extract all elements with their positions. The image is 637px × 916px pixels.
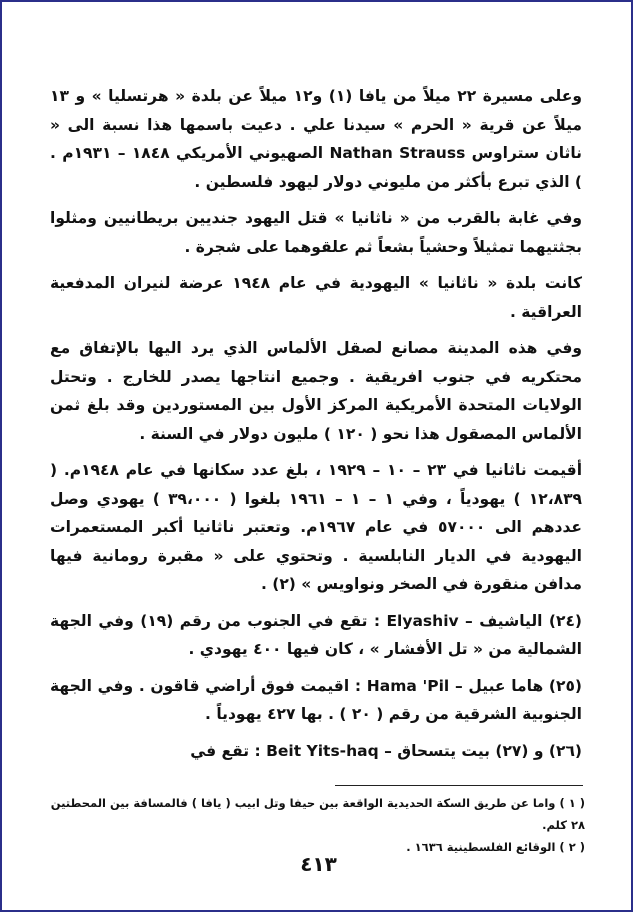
- footnotes: [40, 792, 585, 858]
- paragraph-netanya-intro: وعلى مسيرة ٢٢ ميلاً من يافا (١) و١٢ ميلاً عن بلدة « هرتسليا » و ١٣ ميلاً عن قرية « الحرم » سيدنا علي . دعيت باسمها هذا نسبة الى « ناثان ستراوس Nathan Strauss الصهيوني الأمريكي ١٨٤٨ – ١٩٣١م . ) الذي تبرع بأكثر من مليوني دولار ليهود فلسطين .: [50, 87, 582, 191]
- paragraph-population: أقيمت ناثانيا في ٢٣ – ١٠ – ١٩٢٩ ، بلغ عدد سكانها في عام ١٩٤٨م. ( ١٢،٨٣٩ ) يهودياً ، وفي ١ – ١ – ١٩٦١ بلغوا ( ٣٩،٠٠٠ ) يهودي وصل عددهم الى ٥٧٠٠٠ في عام ١٩٦٧م. وتعتبر ناثانيا أكبر المستعمرات اليهودية في الديار النابلسية . وتحتوي على « مقبرة رومانية فيها مدافن منقورة في الصخر ونواويس » (٢) .: [50, 461, 583, 593]
- document-body: [50, 82, 582, 765]
- page-number: ٤١٣: [300, 852, 337, 876]
- paragraph-iraqi-artillery: كانت بلدة « ناثانيا » اليهودية في عام ١٩٤٨ عرضة لنيران المدفعية العراقية .: [50, 274, 582, 321]
- footnote-1: ( ١ ) واما عن طريق السكة الحديدية الواقعة بين حيفا وتل ابيب ( يافا ) فالمسافة بين المحطتين ٢٨ كلم.: [50, 796, 585, 832]
- footnote-divider: [335, 785, 583, 786]
- paragraph-beit-yitshaq: (٢٦) و (٢٧) بيت يتسحاق – Beit Yits-haq : تقع في: [190, 741, 582, 760]
- paragraph-diamond-industry: وفي هذه المدينة مصانع لصقل الألماس الذي يرد اليها بالإتفاق مع محتكريه في جنوب افريقية . وجميع انتاجها يصدر للخارج . وتحتل الولايات المتحدة الأمريكية المركز الأول بين المستوردين وقد بلغ ثمن الألماس المصقول هذا نحو ( ١٢٠ ) مليون دولار في السنة .: [50, 339, 582, 443]
- paragraph-hama-pil: (٢٥) هاما عبيل – Hama 'Pil : اقيمت فوق أراضي قاقون . وفي الجهة الجنوبية الشرقية من رقم ( ٢٠ ) . بها ٤٢٧ يهودياً .: [50, 676, 583, 723]
- footnote-2: ( ٢ ) الوقائع الفلسطينية ١٦٣٦ .: [406, 840, 585, 854]
- paragraph-elyashiv: (٢٤) الياشيف – Elyashiv : تقع في الجنوب من رقم (١٩) وفي الجهة الشمالية من « تل الأفشار » ، كان فيها ٤٠٠ يهودي .: [50, 611, 583, 658]
- paragraph-forest-incident: وفي غابة بالقرب من « ناثانيا » قتل اليهود جنديين بريطانيين ومثلوا بجثتيهما تمثيلاً وحشياً بشعاً ثم علقوهما على شجرة .: [50, 209, 582, 256]
